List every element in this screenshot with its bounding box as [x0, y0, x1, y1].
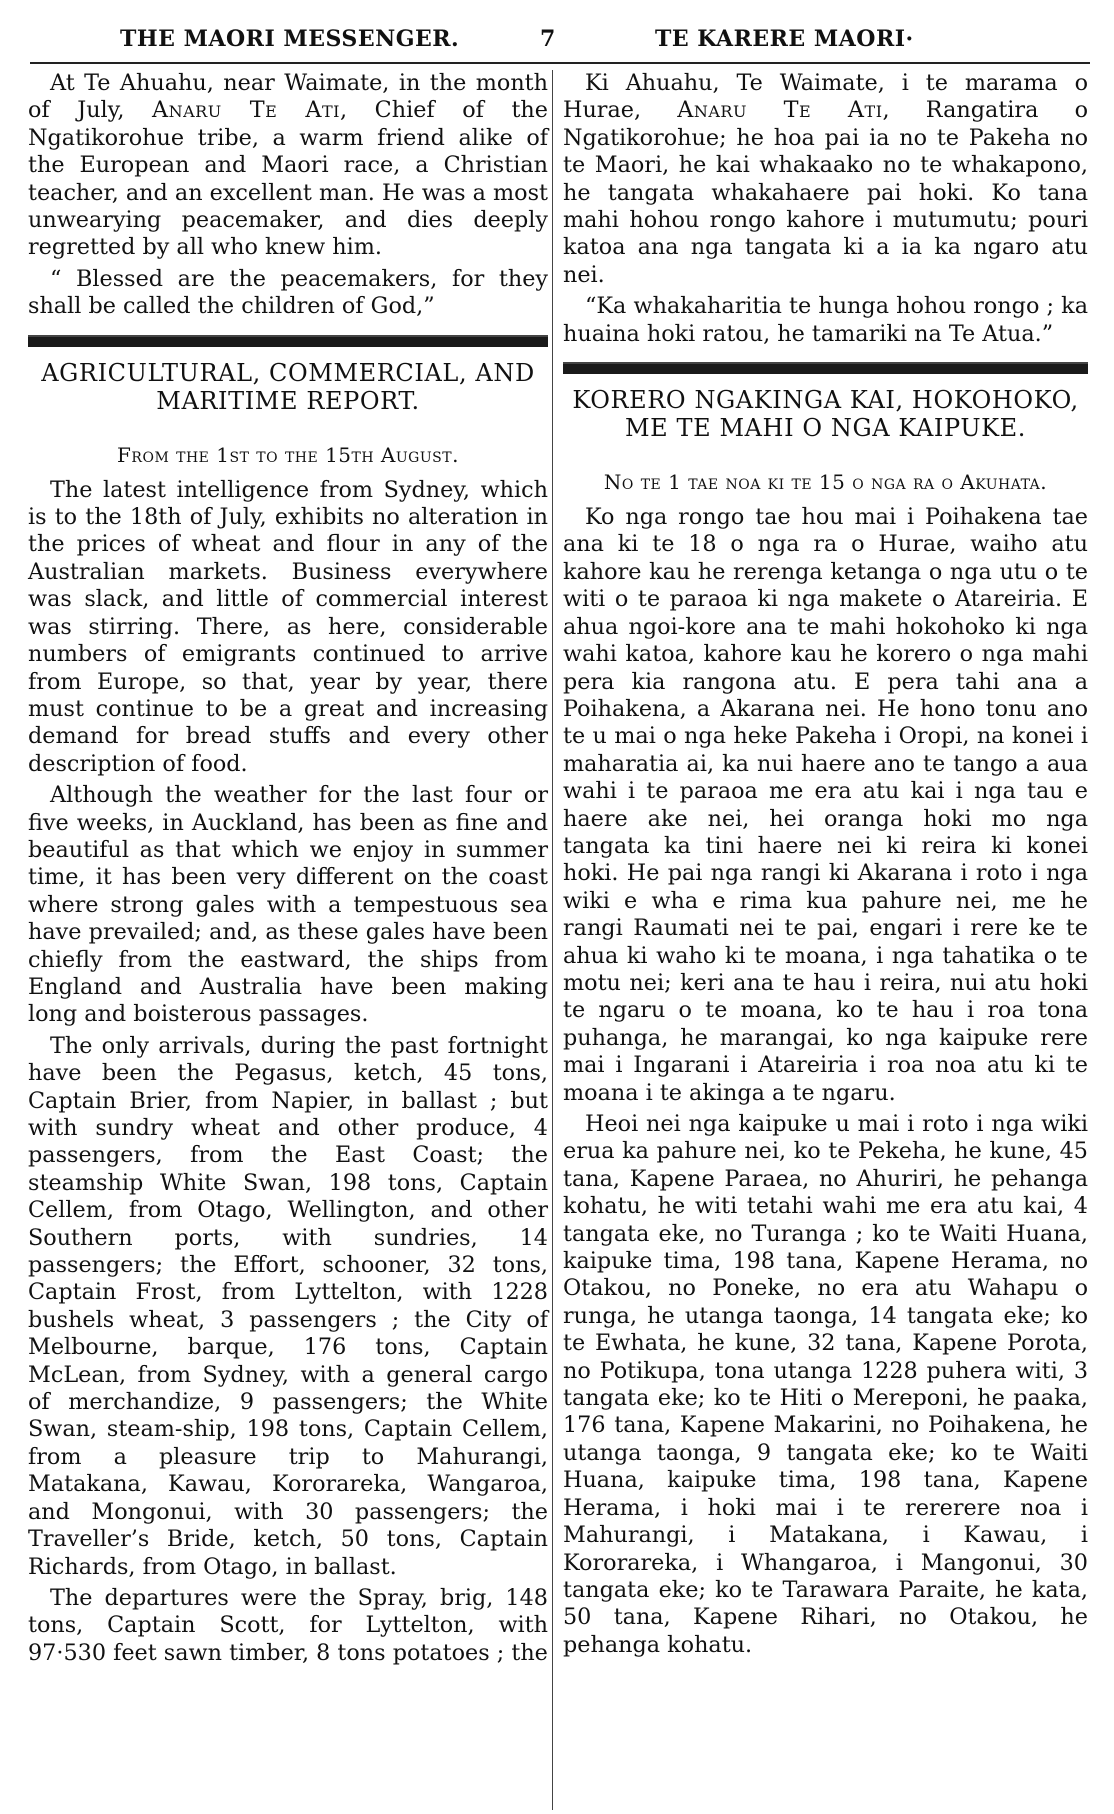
- english-report-title: AGRICULTURAL, COMMERCIAL, AND MARITIME REPORT.: [41, 358, 535, 415]
- running-head-english-title: THE MAORI MESSENGER.: [120, 26, 460, 52]
- maori-column: [563, 70, 1088, 1663]
- obituary-text-a: At Te Ahuahu, near Waimate, in the month of July,: [28, 70, 548, 124]
- obituary-text-b: , Rangatira o Ngatikorohue; he hoa pai ia no te Pakeha no te Maori, he kai whakaako no te whakapono, he tangata whakahaere pai hoki. Ko tana mahi hohou rongo kahore i mutumutu; pouri katoa ana nga tangata ki a ia ka ngaro atu nei.: [563, 97, 1089, 288]
- maori-obituary: [563, 70, 1088, 289]
- maori-report-title: KORERO NGAKINGA KAI, HOKOHOKO, ME TE MAHI O NGA KAIPUKE.: [572, 386, 1079, 443]
- english-quote: “ Blessed are the peacemakers, for they shall be called the children of God,”: [28, 265, 548, 320]
- english-obituary: [28, 70, 548, 262]
- obituary-name: Anaru Te Ati: [151, 97, 340, 124]
- english-paragraph-4: The departures were the Spray, brig, 148 tons, Captain Scott, for Lyttelton, with 97·530 feet sawn timber, 8 tons potatoes ; the: [28, 1584, 548, 1666]
- english-dateline: From the 1st to the 15th August.: [117, 442, 459, 467]
- maori-quote: “Ka whakaharitia te hunga hohou rongo ; ka huaina hoki ratou, he tamariki na Te Atua.”: [563, 293, 1088, 347]
- obituary-text-a: Ki Ahuahu, Te Waimate, i te marama o Hurae,: [563, 70, 1088, 124]
- section-separator-bar: [563, 362, 1088, 374]
- obituary-text-b: , Chief of the Ngatikorohue tribe, a warm friend alike of the European and Maori race, a Christian teacher, and an excellent man. He was a most unwearying peacemaker, and dies deeply regretted by all who knew him.: [28, 97, 548, 261]
- page-number: 7: [540, 26, 556, 52]
- maori-dateline: No te 1 tae noa ki te 15 o nga ra o Akuhata.: [603, 470, 1048, 495]
- running-head-maori-title: TE KARERE MAORI·: [655, 26, 914, 52]
- running-head: [0, 14, 1114, 54]
- english-paragraph-3: The only arrivals, during the past fortnight have been the Pegasus, ketch, 45 tons, Captain Brier, from Napier, in ballast ; but with sundry wheat and other produce, 4 passengers, from the East Coast; the steamship White Swan, 198 tons, Captain Cellem, from Otago, Wellington, and other Southern ports, with sundries, 14 passengers; the Effort, schooner, 32 tons, Captain Frost, from Lyttelton, with 1228 bushels wheat, 3 passengers ; the City of Melbourne, barque, 176 tons, Captain McLean, from Sydney, with a general cargo of merchandize, 9 passengers; the White Swan, steam-ship, 198 tons, Captain Cellem, from a pleasure trip to Mahurangi, Matakana, Kawau, Kororareka, Wangaroa, and Mongonui, with 30 passengers; the Traveller’s Bride, ketch, 50 tons, Captain Richards, from Otago, in ballast.: [28, 1032, 548, 1580]
- column-divider: [552, 70, 553, 1810]
- section-separator-bar: [28, 335, 548, 347]
- maori-paragraph-1: Ko nga rongo tae hou mai i Poihakena tae ana ki te 18 o nga ra o Hurae, waiho atu kahore kau he rerenga ketanga o nga utu o te witi o te paraoa ki nga makete o Atareiria. E ahua ngoi-kore ana te mahi hokohoko ki nga wahi katoa, kahore kau he korero o nga mahi pera kia rangona atu. E pera tahi ana a Poihakena, a Akarana nei. He hono tonu ano te u mai o nga heke Pakeha i Oropi, na konei i maharatia ai, ka nui haere ano te tango a aua wahi i te paraoa me era atu kai i nga tau e haere ake nei, hei oranga hoki mo nga tangata ka tini haere nei ki reira ki konei hoki. He pai nga rangi ki Akarana i roto i nga wiki e wha e rima kua pahure nei, me he rangi Raumati nei te pai, engari i rere ke te ahua ki waho ki te moana, i nga tahatika o te motu nei; keri ana te hau i reira, nui atu hoki te ngaru o te moana, ko te hau i roa tona puhanga, he marangai, ko nga kaipuke rere mai i Ingarani i Atareiria i roa noa atu ki te moana i te akinga a te ngaru.: [563, 504, 1088, 1106]
- header-rule: [30, 62, 1090, 64]
- maori-paragraph-2: Heoi nei nga kaipuke u mai i roto i nga wiki erua ka pahure nei, ko te Pekeha, he kune, 45 tana, Kapene Paraea, no Ahuriri, he pehanga kohatu, he witi tetahi wahi me era atu kai, 4 tangata eke, no Turanga ; ko te Waiti Huana, kaipuke tima, 198 tana, Kapene Herama, no Otakou, no Poneke, no era atu Wahapu o runga, he utanga taonga, 14 tangata eke; ko te Ewhata, he kune, 32 tana, Kapene Porota, no Potikupa, tona utanga 1228 puhera witi, 3 tangata eke; ko te Hiti o Mereponi, he paaka, 176 tana, Kapene Makarini, no Poihakena, he utanga taonga, 9 tangata eke; ko te Waiti Huana, kaipuke tima, 198 tana, Kapene Herama, i hoki mai i te rererere noa i Mahurangi, i Matakana, i Kawau, i Kororareka, i Whangaroa, i Mangonui, 30 tangata eke; ko te Tarawara Paraite, he kata, 50 tana, Kapene Rihari, no Otakou, he pehanga kohatu.: [563, 1111, 1088, 1658]
- english-paragraph-2: Although the weather for the last four or five weeks, in Auckland, has been as fine and beautiful as that which we enjoy in summer time, it has been very different on the coast where strong gales with a tempestuous sea have prevailed; and, as these gales have been chiefly from the eastward, the ships from England and Australia have been making long and boisterous passages.: [28, 782, 548, 1028]
- english-paragraph-1: The latest intelligence from Sydney, which is to the 18th of July, exhibits no alteration in the prices of wheat and flour in any of the Australian markets. Business everywhere was slack, and little of commercial interest was stirring. There, as here, considerable numbers of emigrants continued to arrive from Europe, so that, year by year, there must continue to be a great and increasing demand for bread stuffs and every other description of food.: [28, 476, 548, 777]
- obituary-name: Anaru Te Ati: [677, 97, 883, 124]
- english-column: [28, 70, 548, 1671]
